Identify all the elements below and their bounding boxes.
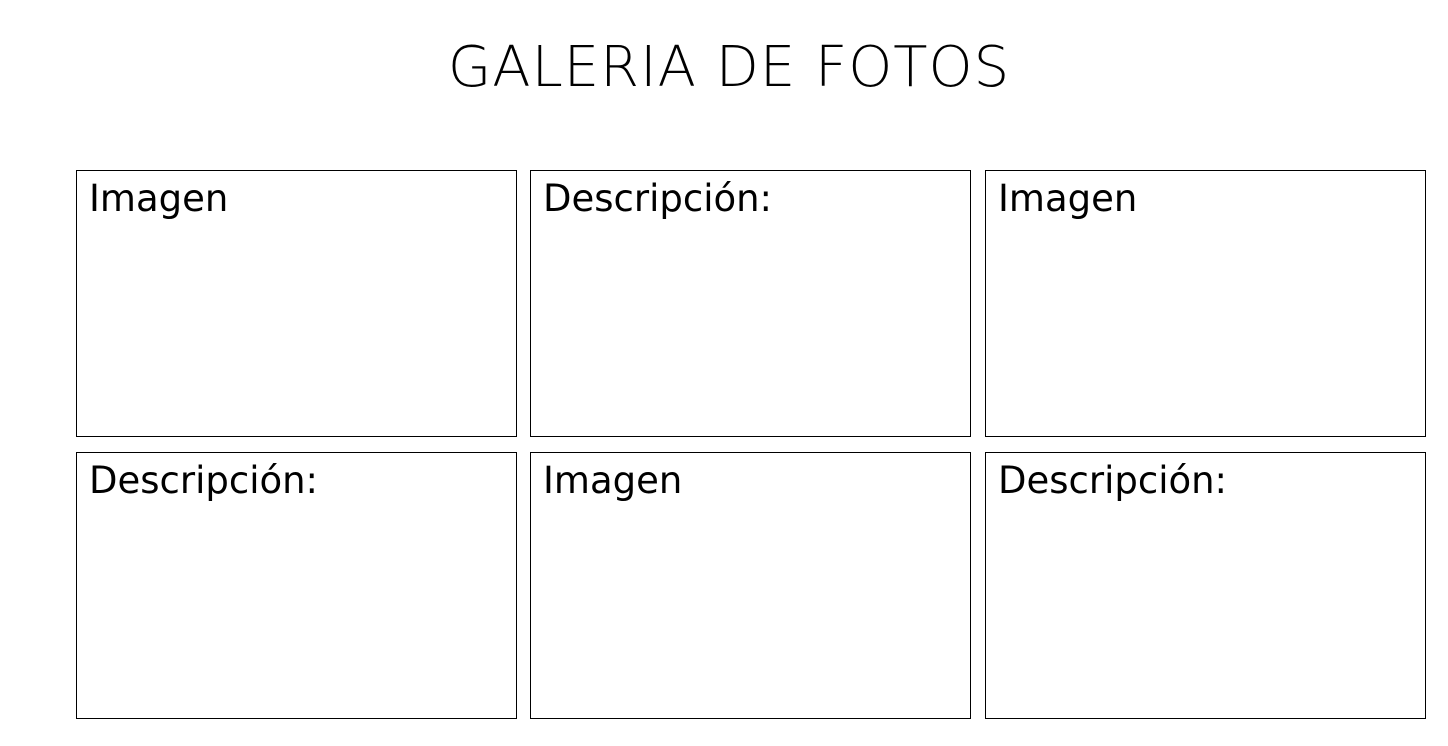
description-label: Descripción: xyxy=(89,459,319,502)
image-label: Imagen xyxy=(89,177,229,220)
image-placeholder-box xyxy=(76,170,517,437)
image-label: Imagen xyxy=(543,459,683,502)
image-placeholder-box xyxy=(530,452,971,719)
description-box xyxy=(985,452,1426,719)
image-label: Imagen xyxy=(998,177,1138,220)
description-label: Descripción: xyxy=(998,459,1228,502)
description-box xyxy=(530,170,971,437)
image-placeholder-box xyxy=(985,170,1426,437)
description-label: Descripción: xyxy=(543,177,773,220)
description-box xyxy=(76,452,517,719)
page-title: GALERIA DE FOTOS xyxy=(447,35,1011,100)
